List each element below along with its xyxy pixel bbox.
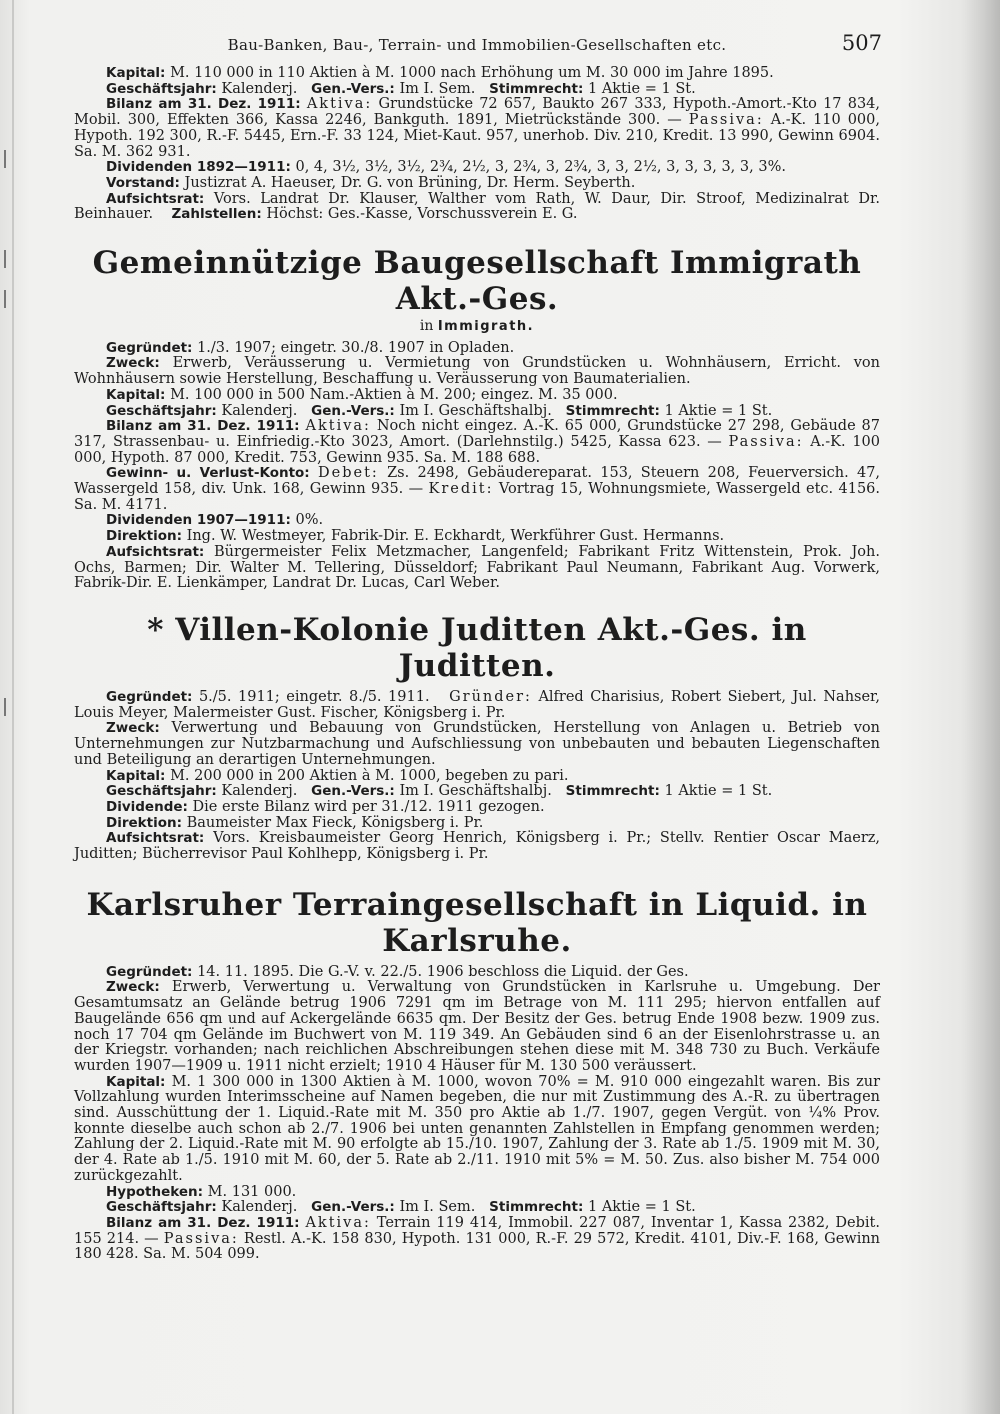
entry-continued [74, 66, 880, 223]
stimm-text: 1 Aktie = 1 St. [664, 783, 773, 800]
running-header [74, 31, 882, 66]
direktion-text: Ing. W. Westmeyer, Fabrik-Dir. E. Eckhardt, Werkführer Gust. Hermanns. [186, 528, 725, 545]
aufsichtsrat-paragraph [74, 545, 880, 592]
passiva-label: Passiva: [163, 1230, 239, 1247]
kapital-text: M. 200 000 in 200 Aktien à M. 1000, begeben zu pari. [170, 767, 569, 784]
gegruendet-label: Gegründet: [106, 688, 193, 705]
zahlstellen-label: Zahlstellen: [171, 206, 262, 223]
hypotheken-line [74, 1185, 880, 1201]
stimm-text: 1 Aktie = 1 St. [588, 1199, 696, 1216]
aufsichtsrat-text: Bürgermeister Felix Metzmacher, Langenfeld; Fabrikant Fritz Wittenstein, Prok. Joh. Ochs, Barmen; Dir. Walter M. Tellering, Düsseldorf; Fabrikant Paul Neumann, Fabrikant Aug. Vorwerk, Fabrik-Dir. E. Lienkämper, Landrat Dr. Lucas, Carl Weber. [74, 543, 880, 592]
aktiva-label: Aktiva: [305, 1214, 371, 1231]
vorstand-line [74, 176, 880, 192]
running-title: Bau-Banken, Bau-, Terrain- und Immobilien-Gesellschaften etc. [227, 36, 727, 54]
gruender-text: Alfred Charisius, Robert Siebert, Jul. Nahser, Louis Meyer, Malermeister Gust. Fischer, Königsberg i. Pr. [74, 688, 881, 721]
gj-label: Geschäftsjahr: [106, 80, 217, 97]
aufsichtsrat-text: Vors. Landrat Dr. Klauser, Walther vom Rath, W. Daur, Dir. Stroof, Medizinalrat Dr. Beinhauer. [74, 190, 880, 223]
gv-text: Im I. Geschäftshalbj. [399, 783, 552, 800]
gj-line [74, 82, 880, 98]
aufsichtsrat-label: Aufsichtsrat: [106, 190, 205, 207]
bilanz-label: Bilanz am 31. Dez. 1911: [106, 418, 300, 435]
gv-text: Im I. Sem. [399, 80, 476, 97]
kapital-text: M. 100 000 in 500 Nam.-Aktien à M. 200; eingez. M. 35 000. [170, 386, 618, 403]
gutter-mark [4, 150, 6, 168]
company-title: Gemeinnützige Baugesellschaft Immigrath Akt.-Ges. [92, 245, 862, 318]
vorstand-text: Justizrat A. Haeuser, Dr. G. von Brüning, Dr. Herm. Seyberth. [184, 174, 636, 191]
dividende-label: Dividende: [106, 798, 188, 815]
gegruendet-label: Gegründet: [106, 963, 193, 980]
gj-label: Geschäftsjahr: [106, 402, 217, 419]
dividenden-line [74, 513, 880, 529]
kapital-text: M. 1 300 000 in 1300 Aktien à M. 1000, wovon 70% = M. 910 000 eingezahlt waren. Bis zur Vollzahlung wurden Interimsscheine auf Namen begeben, die nur mit Zustimmung des A.-R. zu übertragen sind. Ausschüttung der 1. Liquid.-Rate mit M. 350 pro Aktie ab 1./7. 1907, gegen Vergüt. von ¼% Prov. konnte dieselbe auch schon ab 2./7. 1906 bei unten genannten Zahlstellen in Empfang genommen werden; Zahlung der 2. Liquid.-Rate mit M. 90 erfolgte ab 15./10. 1907, Zahlung der 3. Rate ab 1./5. 1909 mit M. 30, der 4. Rate ab 1./5. 1910 mit M. 60, der 5. Rate ab 2./11. 1910 mit 5% = M. 50. Zus. also bisher M. 754 000 zurückgezahlt. [74, 1073, 880, 1184]
hypotheken-text: M. 131 000. [207, 1183, 297, 1200]
page-content [74, 31, 882, 1263]
direktion-label: Direktion: [106, 814, 182, 831]
aktiva-label: Aktiva: [306, 96, 373, 113]
bilanz-paragraph [74, 419, 880, 466]
dividende-line [74, 800, 880, 816]
stimm-text: 1 Aktie = 1 St. [588, 80, 696, 97]
aktiva-text: Grundstücke 72 657, Baukto 267 333, Hypoth.-Amort.-Kto 17 834, Mobil. 300, Effekten 366, Kassa 2246, Bankguth. 1891, Mietrückstände 300. — [74, 96, 881, 129]
zweck-text: Erwerb, Verwertung u. Verwaltung von Grundstücken in Karlsruhe u. Umgebung. Der Gesamtumsatz an Gelände betrug 1906 7291 qm im Betrage von M. 111 295; hiervon entfallen auf Baugelände 656 qm und auf Ackergelände 6635 qm. Der Besitz der Ges. betrug Ende 1908 bezw. 1909 zus. noch 17 704 qm Gelände im Buchwert von M. 119 349. An Gebäuden sind 6 an der Eisenlohrstrasse u. an der Kriegstr. vorhanden; nach reichlichen Abschreibungen stehen diese mit M. 348 730 zu Buch. Verkäufe wurden 1907—1909 u. 1911 nicht erzielt; 1910 4 Häuser für M. 130 500 veräussert. [74, 979, 880, 1074]
aufsichtsrat-text: Vors. Kreisbaumeister Georg Henrich, Königsberg i. Pr.; Stellv. Rentier Oscar Maerz, Juditten; Bücherrevisor Paul Kohlhepp, Königsberg i. Pr. [74, 830, 881, 863]
gutter-mark [4, 250, 6, 268]
entry-juditten [74, 612, 880, 863]
passiva-label: Passiva: [688, 112, 764, 129]
guv-label: Gewinn- u. Verlust-Konto: [106, 465, 310, 482]
stimm-label: Stimmrecht: [565, 783, 660, 800]
passiva-label: Passiva: [728, 433, 804, 450]
stimm-label: Stimmrecht: [565, 402, 660, 419]
dividenden-label: Dividenden 1892—1911: [106, 159, 291, 176]
subtitle-place: Immigrath. [437, 319, 535, 335]
gruender-label: Gründer: [449, 688, 532, 705]
company-title: Karlsruher Terraingesellschaft in Liquid. in Karlsruhe. [86, 886, 868, 959]
direktion-label: Direktion: [106, 528, 182, 545]
gv-text: Im I. Geschäftshalbj. [399, 402, 552, 419]
gj-line [74, 784, 880, 800]
gutter-mark [4, 698, 6, 716]
kapital-line [74, 66, 880, 82]
kapital-line [74, 388, 880, 404]
stimm-label: Stimmrecht: [489, 80, 584, 97]
gj-text: Kalenderj. [221, 402, 298, 419]
kapital-line [74, 769, 880, 785]
gv-label: Gen.-Vers.: [311, 1199, 395, 1216]
kapital-label: Kapital: [106, 386, 166, 403]
gv-label: Gen.-Vers.: [311, 402, 395, 419]
gv-label: Gen.-Vers.: [311, 80, 395, 97]
gj-label: Geschäftsjahr: [106, 1199, 217, 1216]
dividenden-text: 0%. [295, 512, 324, 529]
bilanz-paragraph [74, 1216, 880, 1263]
bilanz-label: Bilanz am 31. Dez. 1911: [106, 96, 301, 113]
kapital-text: M. 110 000 in 110 Aktien à M. 1000 nach Erhöhung um M. 30 000 im Jahre 1895. [170, 65, 774, 81]
zweck-paragraph [74, 980, 880, 1074]
aufsichtsrat-label: Aufsichtsrat: [106, 543, 205, 560]
zweck-text: Verwertung und Bebauung von Grundstücken, Herstellung von Anlagen u. Betrieb von Unternehmungen zur Nutzbarmachung und Aufschliessung von unbebauten und bebauten Liegenschaften und Beteiligung an derartigen Unternehmungen. [74, 720, 880, 768]
gutter-mark [4, 290, 6, 308]
kapital-paragraph [74, 1075, 880, 1185]
aktiva-text: Noch nicht eingez. A.-K. 65 000, Grundstücke 27 298, Gebäude 87 317, Strassenbau- u. Einfriedig.-Kto 3023, Amort. (Darlehnstilg.) 5425, Kassa 623. — [74, 418, 881, 450]
gegruendet-text: 1./3. 1907; eingetr. 30./8. 1907 in Opladen. [197, 339, 515, 356]
aktiva-label: Aktiva: [305, 418, 371, 435]
gv-label: Gen.-Vers.: [311, 783, 395, 800]
zweck-label: Zweck: [106, 355, 160, 372]
gegruendet-paragraph [74, 690, 880, 721]
zweck-label: Zweck: [106, 979, 160, 996]
aufsichtsrat-paragraph [74, 192, 880, 223]
gegruendet-line [74, 341, 880, 357]
gj-text: Kalenderj. [221, 783, 298, 800]
gutter-line [12, 0, 14, 1414]
zweck-label: Zweck: [106, 720, 160, 737]
kapital-label: Kapital: [106, 767, 166, 784]
gegruendet-text: 5./5. 1911; eingetr. 8./5. 1911. [198, 688, 430, 705]
entry-karlsruhe [74, 887, 880, 1263]
gegruendet-line [74, 965, 880, 981]
stimm-text: 1 Aktie = 1 St. [664, 402, 773, 419]
aktiva-text: Terrain 119 414, Immobil. 227 087, Inventar 1, Kassa 2382, Debit. 155 214. — [74, 1214, 880, 1247]
dividenden-text: 0, 4, 3½, 3½, 3½, 2¾, 2½, 3, 2¾, 3, 2¾, 3, 3, 2½, 3, 3, 3, 3, 3, 3%. [295, 159, 786, 176]
debet-text: Zs. 2498, Gebäudereparat. 153, Steuern 208, Feuerversich. 47, Wassergeld 158, div. Unk. 168, Gewinn 935. — [74, 465, 881, 498]
debet-label: Debet: [318, 465, 379, 482]
zweck-paragraph [74, 356, 880, 387]
vorstand-label: Vorstand: [106, 174, 180, 191]
kapital-label: Kapital: [106, 65, 166, 81]
gegruendet-text: 14. 11. 1895. Die G.-V. v. 22./5. 1906 beschloss die Liquid. der Ges. [197, 963, 689, 980]
kapital-label: Kapital: [106, 1073, 166, 1090]
kredit-text: Vortrag 15, Wohnungsmiete, Wassergeld etc. 4156. Sa. M. 4171. [74, 481, 881, 513]
gegruendet-label: Gegründet: [106, 339, 193, 356]
direktion-line [74, 816, 880, 832]
company-title: * Villen-Kolonie Juditten Akt.-Ges. in Juditten. [147, 611, 807, 684]
guv-paragraph [74, 466, 880, 513]
zahlstellen-text: Höchst: Ges.-Kasse, Vorschussverein E. G. [266, 206, 578, 223]
page-number: 507 [841, 31, 882, 55]
dividenden-label: Dividenden 1907—1911: [106, 512, 291, 529]
gj-line [74, 404, 880, 420]
subtitle-prefix: in [419, 318, 434, 335]
dividenden-line [74, 160, 880, 176]
hypotheken-label: Hypotheken: [106, 1183, 204, 1200]
bilanz-paragraph [74, 97, 880, 160]
bilanz-label: Bilanz am 31. Dez. 1911: [106, 1214, 300, 1231]
page-edge-shadow [960, 0, 1000, 1414]
company-subtitle [74, 319, 880, 335]
gj-label: Geschäftsjahr: [106, 783, 217, 800]
kredit-label: Kredit: [428, 481, 494, 498]
passiva-text: A.-K. 100 000, Hypoth. 87 000, Kredit. 753, Gewinn 935. Sa. M. 188 688. [74, 433, 881, 466]
zweck-paragraph [74, 721, 880, 768]
passiva-text: Restl. A.-K. 158 830, Hypoth. 131 000, R.-F. 29 572, Kredit. 4101, Div.-F. 168, Gewinn 180 428. Sa. M. 504 099. [74, 1230, 881, 1263]
passiva-text: A.-K. 110 000, Hypoth. 192 300, R.-F. 5445, Ern.-F. 33 124, Miet-Kaut. 957, unerhob. Div. 210, Kredit. 13 990, Gewinn 6904. Sa. M. 362 931. [74, 112, 880, 160]
gj-text: Kalenderj. [221, 80, 298, 97]
entry-immigrath [74, 245, 880, 592]
direktion-line [74, 529, 880, 545]
aufsichtsrat-label: Aufsichtsrat: [106, 830, 205, 847]
stimm-label: Stimmrecht: [489, 1199, 584, 1216]
dividende-text: Die erste Bilanz wird per 31./12. 1911 gezogen. [192, 798, 545, 815]
gj-line [74, 1200, 880, 1216]
gj-text: Kalenderj. [221, 1199, 298, 1216]
zweck-text: Erwerb, Veräusserung u. Vermietung von Grundstücken u. Wohnhäusern, Erricht. von Wohnhäusern sowie Herstellung, Beschaffung u. Veräusserung von Baumaterialien. [74, 355, 880, 388]
direktion-text: Baumeister Max Fieck, Königsberg i. Pr. [186, 814, 484, 831]
aufsichtsrat-paragraph [74, 831, 880, 862]
gv-text: Im I. Sem. [399, 1199, 476, 1216]
